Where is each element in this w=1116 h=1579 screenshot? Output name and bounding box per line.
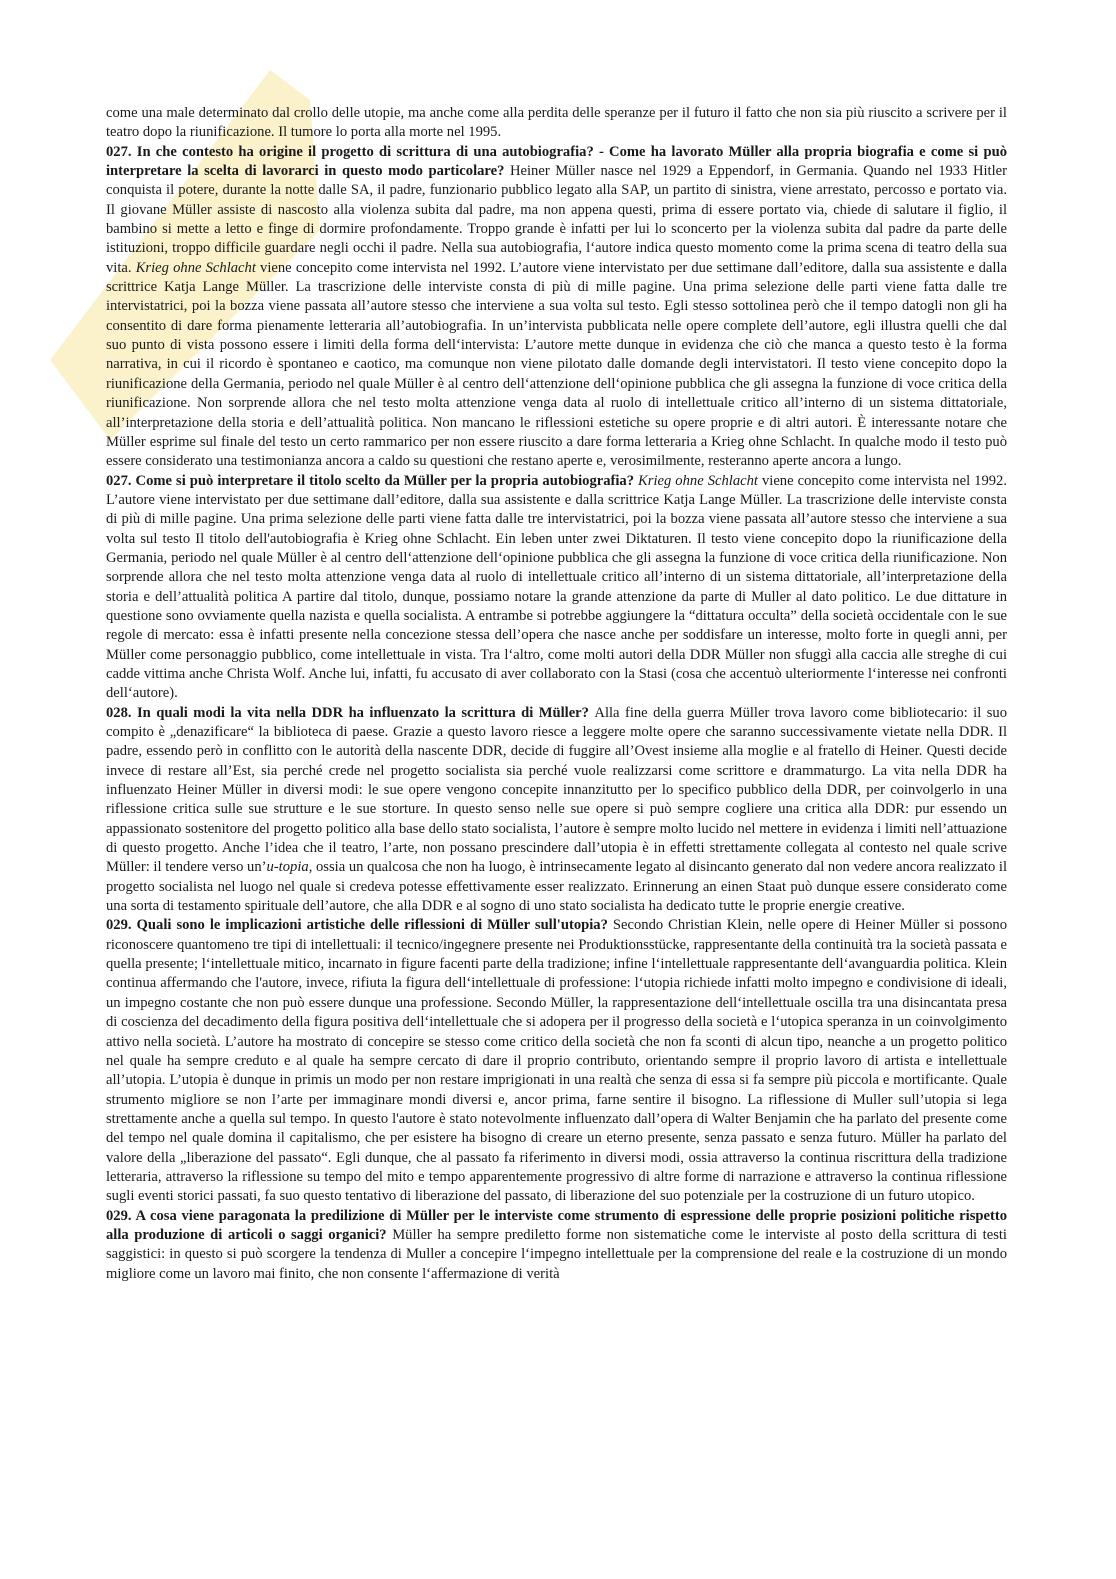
paragraph bbox=[106, 704, 1007, 917]
body-text: viene concepito come intervista nel 1992. L’autore viene intervistato per due settimane dall’editore, dalla sua assistente e dalla scrittrice Katja Lange Müller. La trascrizione delle interviste consta di più di mille pagine. Una prima selezione delle parti viene fatta dalle tre intervistatrici, poi la bozza viene passata all’autore stesso che interviene a sua volta sul testo Il titolo dell'autobiografia è Krieg ohne Schlacht. Ein leben unter zwei Diktaturen. Il testo viene concepito dopo la riunificazione della Germania, periodo nel quale Müller è al centro dell‘attenzione dell‘opinione pubblica che gli assegna la funzione di voce critica della riunificazione. Non sorprende allora che nel testo molta attenzione venga data al ruolo di intellettuale critico all’interno di un sistema dittatoriale, all’interpretazione della storia e dell’attualità politica A partire dal titolo, dunque, possiamo notare la grande attenzione da parte di Muller al dato politico. Le due dittature in questione sono ovviamente quella nazista e quella socialista. A entrambe si potrebbe aggiungere la “dittatura occulta” della società occidentale con le sue regole di mercato: essa è infatti presente nella concezione stessa dell’opera che nasce anche per soddisfare un interesse, molto forte in quegli anni, per Müller come personaggio pubblico, come intellettuale in vista. Tra l‘altro, come molti autori della DDR Müller non sfuggì alla caccia alle streghe di cui cadde vittima anche Christa Wolf. Anche lui, infatti, fu accusato di aver collaborato con la Stasi (cosa che accentuò ulteriormente l‘interesse nei confronti dell‘autore). bbox=[106, 472, 1007, 702]
document-body bbox=[106, 104, 1007, 1284]
question-heading: 029. A cosa viene paragonata la predilizione di Müller per le interviste come strumento di espressione delle proprie posizioni politiche rispetto alla produzione di articoli o saggi organici? bbox=[106, 1207, 1007, 1243]
italic-title: Krieg ohne Schlacht bbox=[135, 259, 256, 276]
italic-title: u-topia bbox=[266, 859, 309, 876]
body-text: , ossia un qualcosa che non ha luogo, è intrinsecamente legato al disincanto generato dal non vedere ancora realizzato il progetto socialista nel luogo nel quale si credeva potesse effettivamente esser realizzato. Erinnerung an einen Staat può dunque essere considerato come una sorta di testamento spirituale dell’autore, che alla DDR e al sogno di uno stato socialista ha dedicato tutte le proprie energie creative. bbox=[106, 859, 1008, 915]
body-text: Secondo Christian Klein, nelle opere di Heiner Müller si possono riconoscere quantomeno tre tipi di intellettuali: il tecnico/ingegnere presente nei Produktionsstücke, rappresentante della continuità tra la società passata e quella presente; l‘intellettuale mitico, incarnato in figure facenti parte della tradizione; infine l‘intellettuale rappresentante dell‘avanguardia politica. Klein continua affermando che l'autore, invece, rifiuta la figura dell‘intellettuale di professione: l‘utopia richiede infatti molto impegno e condivisione di ideali, un impegno costante che non può essere dunque una professione. Secondo Müller, la rappresentazione dell‘intellettuale oscilla tra una disincantata presa di coscienza del decadimento della figura positiva dell‘intellettuale che si adopera per il progresso della società e l‘utopica speranza in un coinvolgimento attivo nella società. L’autore ha mostrato di concepire se stesso come critico della società che non fa sconti di alcun tipo, neanche a un progetto politico nel quale ha sempre creduto e al quale ha sempre cercato di dare il proprio contributo, orientando sempre il proprio lavoro di artista e intellettuale all’utopia. L’utopia è dunque in primis un modo per non restare imprigionati in una realtà che senza di essa si fa sempre più piccola e mortificante. Quale strumento migliore se non l’arte per immaginare mondi diversi e, ancor prima, farne sentire il bisogno. La riflessione di Muller sull’utopia si lega strettamente anche a quella sul tempo. In questo l'autore è stato notevolmente influenzato dall’opera di Walter Benjamin che ha parlato del presente come del tempo nel quale domina il capitalismo, che per esistere ha bisogno di creare un eterno presente, senza passato e senza futuro. Müller ha parlato del valore della „liberazione del passato“. Egli dunque, che al passato fa riferimento in diversi modi, ossia attraverso la continua riscrittura della tradizione letteraria, attraverso la riflessione su tempo del mito e tempo apparentemente progressivo di altre forme di narrazione e attraverso la continua riflessione sugli eventi storici passati, fa suo questo tentativo di liberazione del passato, di liberazione del suo potenziale per la costruzione di un futuro utopico. bbox=[106, 917, 1007, 1205]
paragraph bbox=[106, 472, 1007, 704]
body-text: Müller ha sempre prediletto forme non sistematiche come le interviste al posto della scrittura di testi saggistici: in questo si può scorgere la tendenza di Muller a concepire l‘impegno intellettuale per la comprensione del reale e la costruzione di un mondo migliore come un lavoro mai finito, che non consente l‘affermazione di verità bbox=[106, 1226, 1007, 1282]
question-heading: 029. Quali sono le implicazioni artistiche delle riflessioni di Müller sull'utopia? bbox=[106, 917, 613, 934]
question-heading: 027. Come si può interpretare il titolo scelto da Müller per la propria autobiografia? bbox=[106, 472, 639, 489]
body-text: Heiner Müller nasce nel 1929 a Eppendorf, in Germania. Quando nel 1933 Hitler conquista il potere, durante la notte dalle SA, il padre, funzionario pubblico legato alla SAP, un partito di sinistra, viene arrestato, percosso e portato via. Il giovane Müller assiste di nascosto alla violenza subita dal padre, ma non appena questi, prima di essere portato via, chiede di salutare il figlio, il bambino si mette a letto e finge di dormire profondamente. Troppo grande è infatti per lui lo sconcerto per la violenza subita dal padre da parte delle istituzioni, troppo difficile guardare negli occhi il padre. Nella sua autobiografia, l‘autore indica questo momento come la prima scena di teatro della sua vita. bbox=[106, 163, 1007, 276]
paragraph bbox=[106, 1207, 1007, 1284]
question-heading: 028. In quali modi la vita nella DDR ha influenzato la scrittura di Müller? bbox=[106, 704, 595, 721]
paragraph bbox=[106, 104, 1007, 143]
paragraph bbox=[106, 916, 1007, 1206]
body-text: Alla fine della guerra Müller trova lavoro come bibliotecario: il suo compito è „denazificare“ la biblioteca di paese. Grazie a questo lavoro riesce a leggere molte opere che saranno successivamente vietate nella DDR. Il padre, essendo però in conflitto con le autorità della nascente DDR, decide di fuggire all’Ovest insieme alla moglie e al fratello di Heiner. Questi decide invece di restare all’Est, sia perché crede nel progetto socialista sia perché vuole realizzarsi come scrittore e drammaturgo. La vita nella DDR ha influenzato Heiner Müller in diversi modi: le sue opere vengono concepite innanzitutto per lo specifico pubblico della DDR, per coinvolgerlo in una riflessione critica sulle sue strutture e le sue storture. In questo senso nelle sue opere si può sempre cogliere una critica alla DDR: pur essendo un appassionato sostenitore del progetto politico alla base dello stato socialista, l’autore è sempre molto lucido nel mettere in evidenza i limiti nell’attuazione di questo progetto. Anche l’idea che il teatro, l’arte, non possano prescindere dall’utopia è in effetti strettamente collegata al contesto nel quale scrive Müller: il tendere verso un’ bbox=[106, 704, 1007, 876]
paragraph bbox=[106, 143, 1007, 472]
body-text: come una male determinato dal crollo delle utopie, ma anche come alla perdita delle speranze per il futuro il fatto che non sia più riuscito a scrivere per il teatro dopo la riunificazione. Il tumore lo porta alla morte nel 1995. bbox=[106, 105, 1007, 141]
italic-title: Krieg ohne Schlacht bbox=[638, 472, 758, 489]
question-heading: 027. In che contesto ha origine il progetto di scrittura di una autobiografia? - Come ha lavorato Müller alla propria biografia e come si può interpretare la scelta di lavorarci in questo modo particolare? bbox=[106, 143, 1007, 180]
body-text: viene concepito come intervista nel 1992. L’autore viene intervistato per due settimane dall’editore, dalla sua assistente e dalla scrittrice Katja Lange Müller. La trascrizione delle interviste consta di più di mille pagine. Una prima selezione delle parti viene fatta dalle tre intervistatrici, poi la bozza viene passata all’autore stesso che interviene a sua volta sul testo. Egli stesso sottolinea però che il tempo datogli non gli ha consentito di dare forma pienamente letteraria all’autobiografia. In un’intervista pubblicata nelle opere complete dell’autore, egli illustra quelli che dal suo punto di vista possono essere i limiti della forma dell‘intervista: L’autore mette dunque in evidenza che ciò che manca a questo testo è la forma narrativa, in cui il ricordo è spontaneo e caotico, ma comunque non viene pilotato dalle domande degli intervistatori. Il testo viene concepito dopo la riunificazione della Germania, periodo nel quale Müller è al centro dell‘attenzione dell‘opinione pubblica che gli assegna la funzione di voce critica della riunificazione. Non sorprende allora che nel testo molta attenzione venga data al ruolo di intellettuale critico all’interno di un sistema dittatoriale, all’interpretazione della storia e dell’attualità politica. Non mancano le riflessioni estetiche su opere proprie e di altri autori. È interessante notare che Müller esprime sul finale del testo un certo rammarico per non essere riuscito a dare forma letteraria a Krieg ohne Schlacht. In qualche modo il testo può essere considerato una testimonianza ancora a caldo su questioni che restano aperte e, verosimilmente, resteranno aperte ancora a lungo. bbox=[106, 259, 1007, 470]
